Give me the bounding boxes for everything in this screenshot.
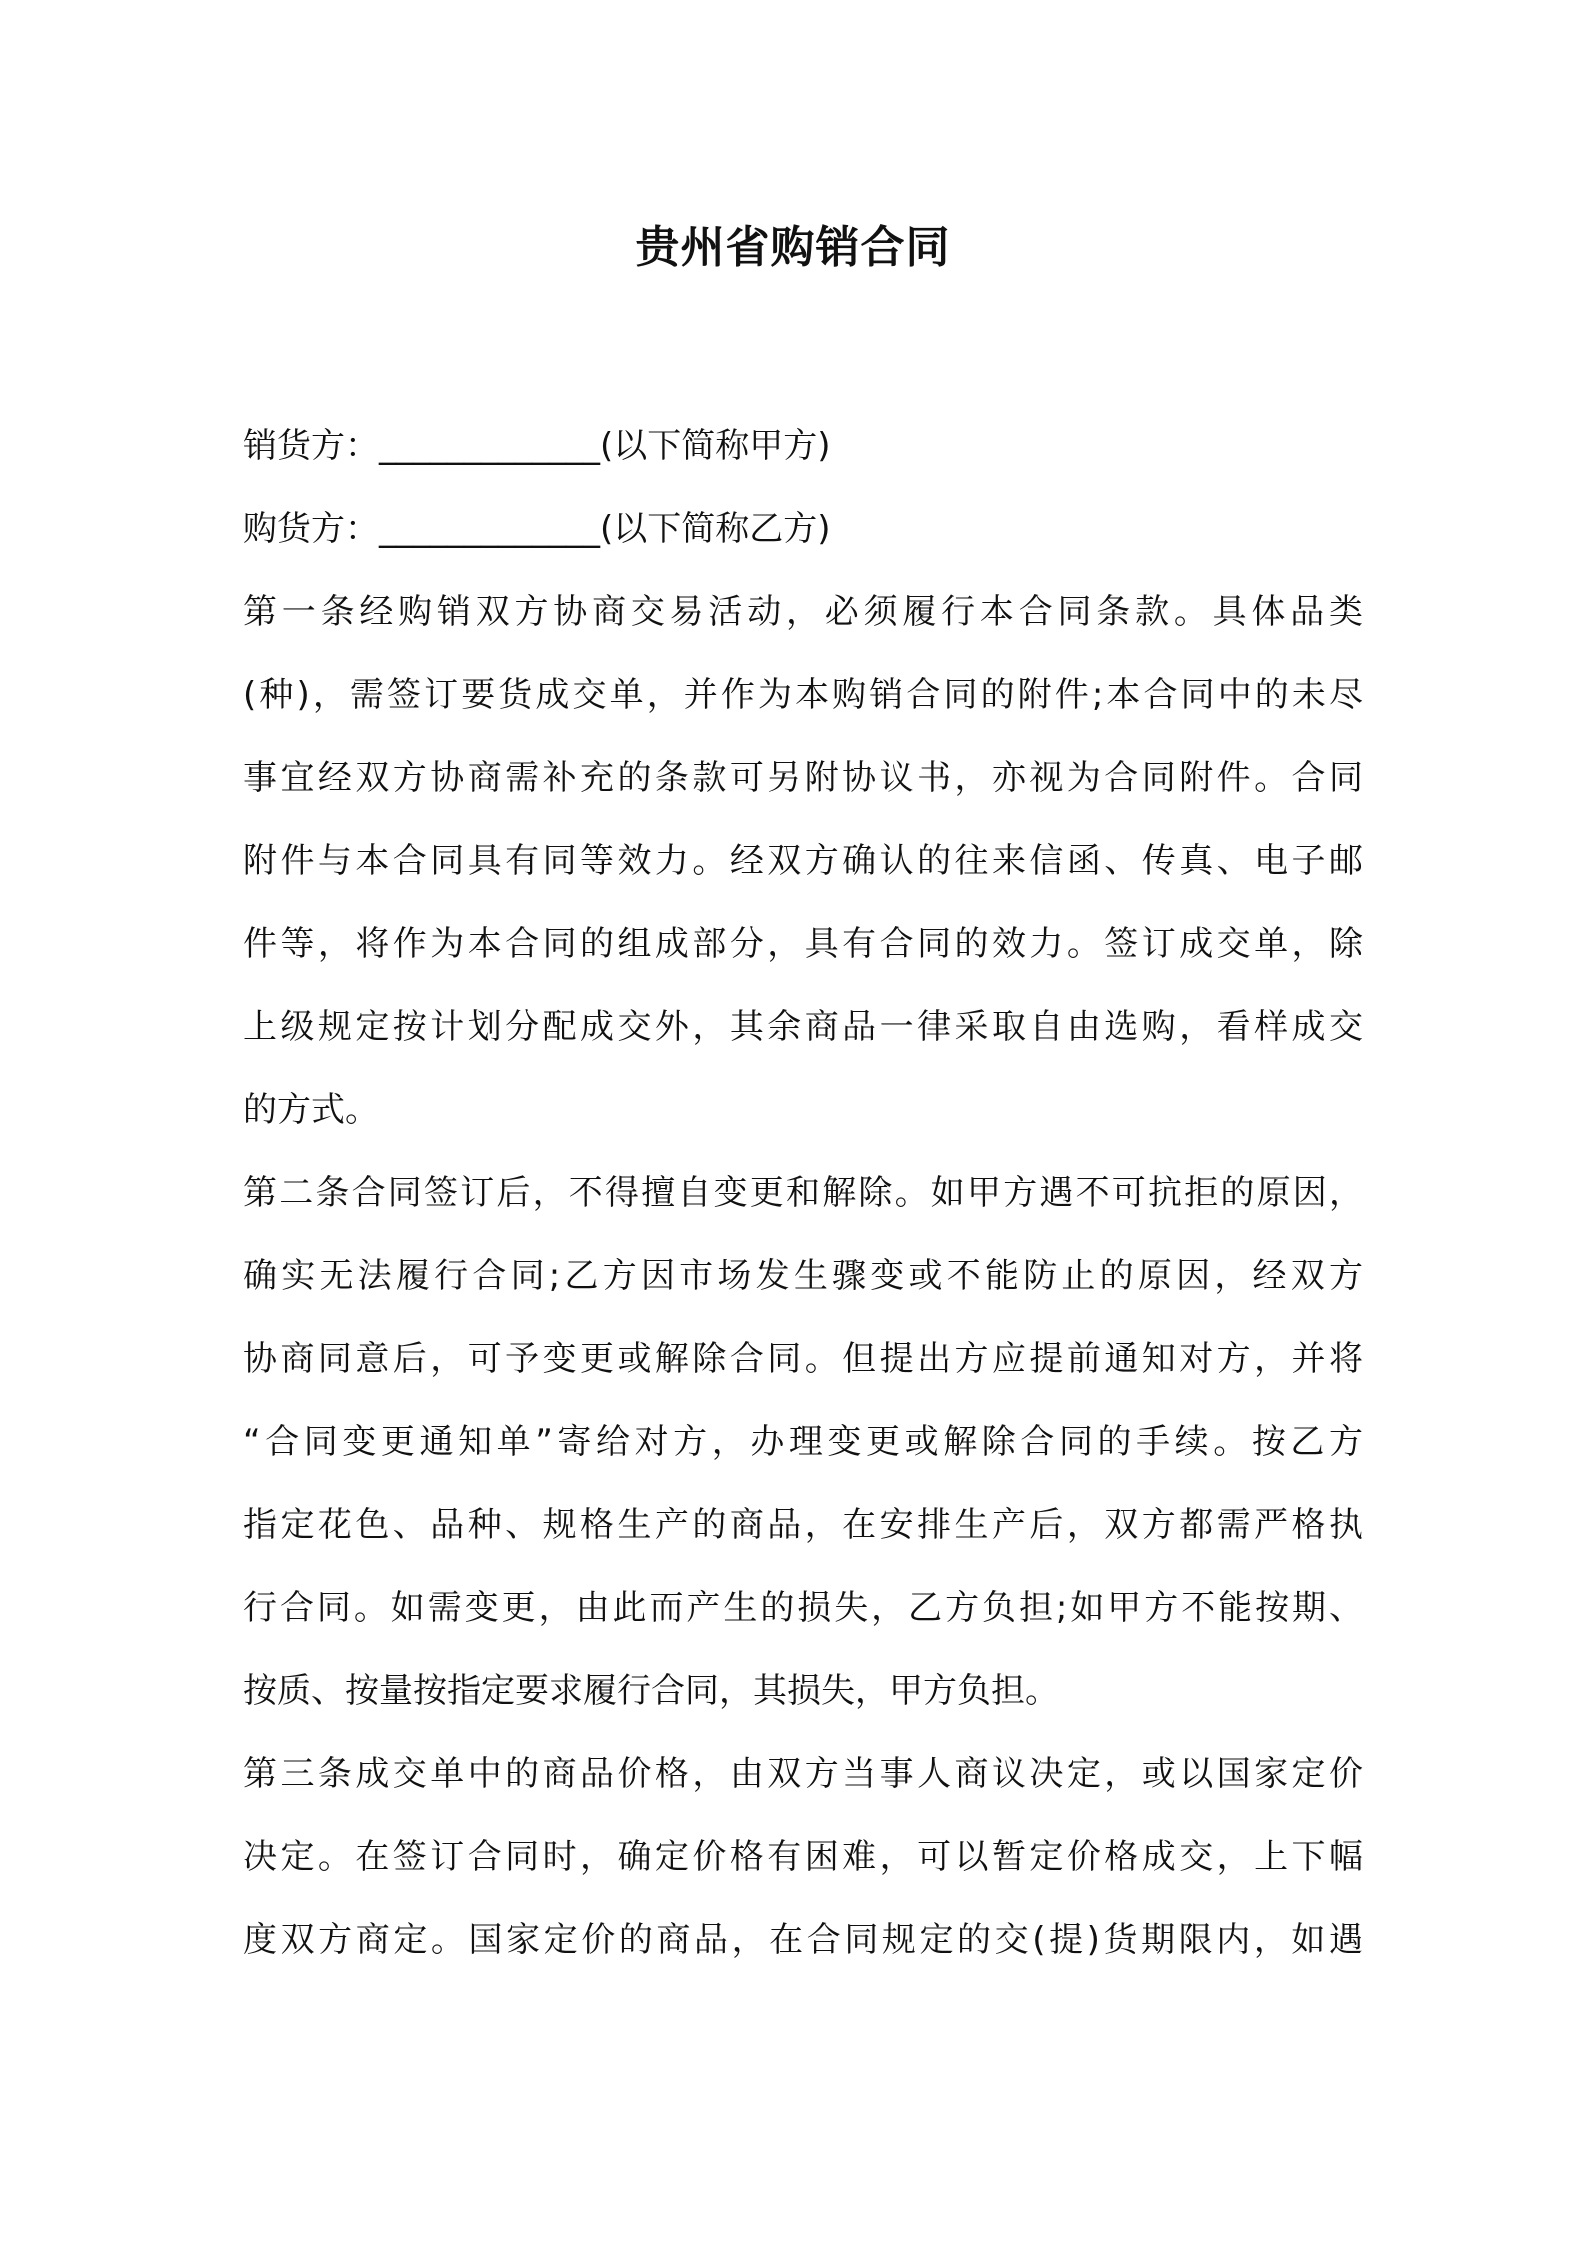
article-1-line-7: 的方式。 <box>243 1090 379 1130</box>
article-1-line-3: 事宜经双方协商需补充的条款可另附协议书，亦视为合同附件。合同 <box>243 758 1363 798</box>
article-2-line-4: “合同变更通知单”寄给对方，办理变更或解除合同的手续。按乙方 <box>243 1422 1363 1462</box>
article-1-line-5: 件等，将作为本合同的组成部分，具有合同的效力。签订成交单，除 <box>243 924 1363 964</box>
document-body <box>243 405 1363 1982</box>
article-2-line-7: 按质、按量按指定要求履行合同，其损失，甲方负担。 <box>243 1671 1059 1711</box>
article-1-line-2: (种)，需签订要货成交单，并作为本购销合同的附件;本合同中的未尽 <box>243 675 1363 715</box>
article-2-line-2: 确实无法履行合同;乙方因市场发生骤变或不能防止的原因，经双方 <box>243 1256 1363 1296</box>
seller-line: 销货方：_____________(以下简称甲方) <box>243 426 831 466</box>
article-2-line-5: 指定花色、品种、规格生产的商品，在安排生产后，双方都需严格执 <box>243 1505 1363 1545</box>
article-2-line-3: 协商同意后，可予变更或解除合同。但提出方应提前通知对方，并将 <box>243 1339 1363 1379</box>
article-3-line-2: 决定。在签订合同时，确定价格有困难，可以暂定价格成交，上下幅 <box>243 1837 1363 1877</box>
buyer-line: 购货方：_____________(以下简称乙方) <box>243 509 831 549</box>
article-2-line-6: 行合同。如需变更，由此而产生的损失，乙方负担;如甲方不能按期、 <box>243 1588 1363 1628</box>
article-1-line-1: 第一条经购销双方协商交易活动，必须履行本合同条款。具体品类 <box>243 592 1363 632</box>
article-3-line-1: 第三条成交单中的商品价格，由双方当事人商议决定，或以国家定价 <box>243 1754 1363 1794</box>
document-title: 贵州省购销合同 <box>635 222 951 273</box>
article-1-line-6: 上级规定按计划分配成交外，其余商品一律采取自由选购，看样成交 <box>243 1007 1363 1047</box>
article-3-line-3: 度双方商定。国家定价的商品，在合同规定的交(提)货期限内，如遇 <box>243 1920 1363 1960</box>
article-2-line-1: 第二条合同签订后，不得擅自变更和解除。如甲方遇不可抗拒的原因， <box>243 1173 1363 1213</box>
article-1-line-4: 附件与本合同具有同等效力。经双方确认的往来信函、传真、电子邮 <box>243 841 1363 881</box>
